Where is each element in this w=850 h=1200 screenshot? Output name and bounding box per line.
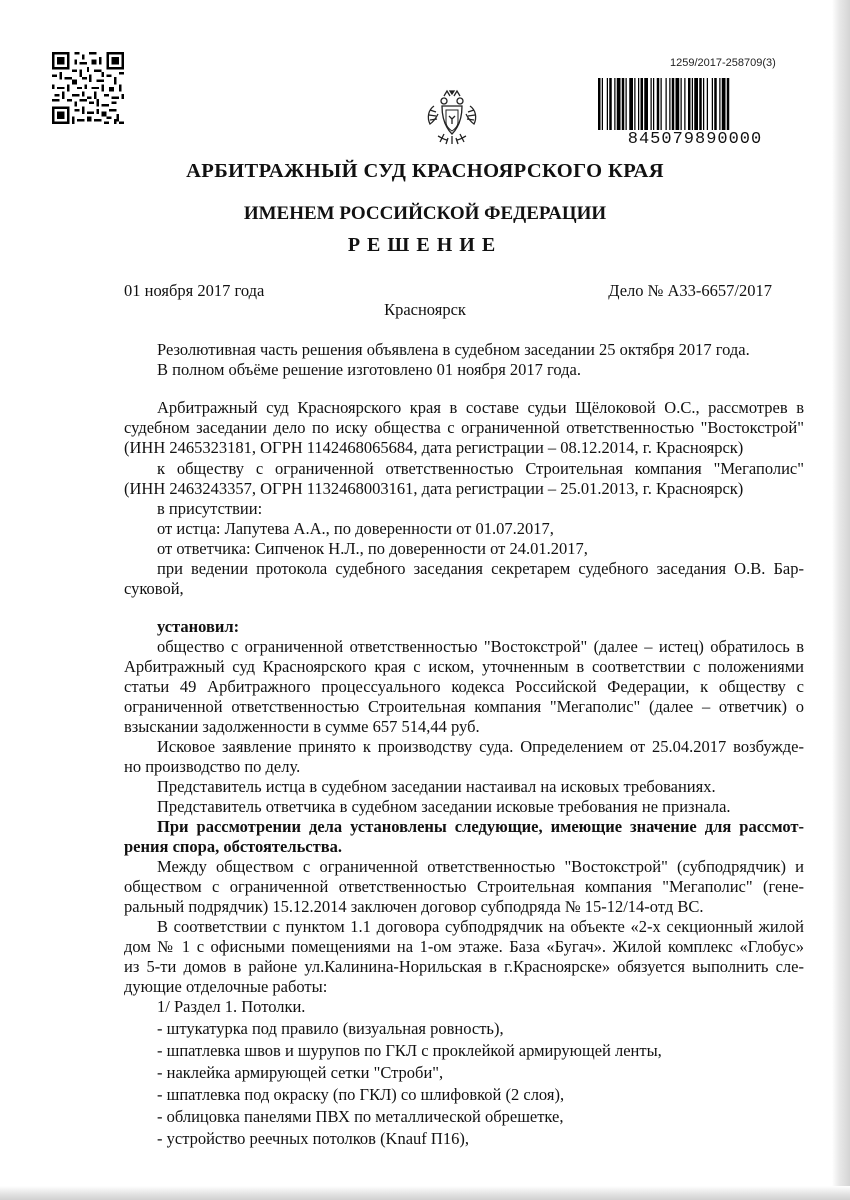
works-section-title: 1/ Раздел 1. Потолки. <box>157 997 306 1016</box>
established-p1-line-3: статьи 49 Арбитражного процессуального кодекса Российской Федерации, к обществу с <box>124 677 804 696</box>
intro-p2-line-2: (ИНН 2463243357, ОГРН 1132468003161, дата регистрации – 25.01.2013, г. Красноярск) <box>124 479 744 498</box>
works-list-item: - наклейка армирующей сетки "Строби", <box>157 1063 444 1082</box>
plaintiff-representative: от истца: Лапутева А.А., по доверенности от 01.07.2017, <box>157 519 554 538</box>
established-p2-line-2: но производство по делу. <box>124 757 301 776</box>
established-p6-line-1: Между обществом с ограниченной ответственностью "Востокстрой" (субподрядчик) и <box>157 857 804 876</box>
works-list-item: - штукатурка под правило (визуальная ровность), <box>157 1019 504 1038</box>
city: Красноярск <box>384 300 466 319</box>
established-p5-line-2: рения спора, обстоятельства. <box>124 837 343 856</box>
barcode <box>596 78 790 130</box>
established-p7-line-2: дом № 1 с офисными помещениями на 1-ом этаже. База «Бугач». Жилой комплекс «Глобус» <box>124 937 804 956</box>
established-p1-line-5: взыскании задолженности в сумме 657 514,44 руб. <box>124 717 480 736</box>
coat-of-arms-emblem <box>424 88 480 148</box>
secretary-line-2: суковой, <box>124 579 184 598</box>
established-p6-line-2: обществом с ограниченной ответственностью Строительная компания "Мегаполис" (гене- <box>124 877 804 896</box>
established-p3: Представитель истца в судебном заседании настаивал на исковых требованиях. <box>157 777 716 796</box>
works-list-item: - шпатлевка под окраску (по ГКЛ) со шлифовкой (2 слоя), <box>157 1085 565 1104</box>
qr-code <box>52 52 124 124</box>
decision-date: 01 ноября 2017 года <box>124 281 265 300</box>
defendant-representative: от ответчика: Сипченок Н.Л., по доверенности от 24.01.2017, <box>157 539 588 558</box>
established-p7-line-4: дующие отделочные работы: <box>124 977 328 996</box>
resolution-line-2: В полном объёме решение изготовлено 01 ноября 2017 года. <box>157 360 582 379</box>
established-p5-line-1: При рассмотрении дела установлены следующие, имеющие значение для рассмот- <box>157 817 804 836</box>
resolution-line-1: Резолютивная часть решения объявлена в судебном заседании 25 октября 2017 года. <box>157 340 750 359</box>
established-p1-line-1: общество с ограниченной ответственностью "Востокстрой" (далее – истец) обратилось в <box>157 637 804 656</box>
established-p4: Представитель ответчика в судебном заседании исковые требования не признала. <box>157 797 731 816</box>
established-p2-line-1: Исковое заявление принято к производству суда. Определением от 25.04.2017 возбужде- <box>157 737 804 756</box>
intro-p1-line-3: (ИНН 2465323181, ОГРН 1142468065684, дата регистрации – 08.12.2014, г. Красноярск) <box>124 438 744 457</box>
presence-label: в присутствии: <box>157 499 263 518</box>
decision-title: РЕШЕНИЕ <box>347 234 503 256</box>
page-edge-shadow <box>832 0 850 1200</box>
works-list-item: - шпатлевка швов и шурупов по ГКЛ с проклейкой армирующей ленты, <box>157 1041 662 1060</box>
court-title: АРБИТРАЖНЫЙ СУД КРАСНОЯРСКОГО КРАЯ <box>186 160 664 182</box>
intro-p1-line-1: Арбитражный суд Красноярского края в составе судьи Щёлоковой О.С., рассмотрев в <box>157 398 804 417</box>
case-number: Дело № А33-6657/2017 <box>608 281 772 300</box>
works-list-item: - облицовка панелями ПВХ по металлической обрешетке, <box>157 1107 564 1126</box>
established-p1-line-4: ограниченной ответственностью Строительная компания "Мегаполис" (далее – ответчик) о <box>124 697 804 716</box>
established-p7-line-3: из 5-ти домов в районе ул.Калинина-Норильская в г.Красноярске» обязуется выполнить сле- <box>124 957 804 976</box>
established-p7-line-1: В соответствии с пунктом 1.1 договора субподрядчик на объекте «2-х секционный жилой <box>157 917 804 936</box>
established-p1-line-2: Арбитражный суд Красноярского края с иском, уточненным в соответствии с положениями <box>124 657 804 676</box>
established-p6-line-3: ральный подрядчик) 15.12.2014 заключен договор субподряда № 15-12/14-отд ВС. <box>124 897 704 916</box>
federation-title: ИМЕНЕМ РОССИЙСКОЙ ФЕДЕРАЦИИ <box>243 203 607 224</box>
established-heading: установил: <box>157 617 240 636</box>
secretary-line-1: при ведении протокола судебного заседания секретарем судебного заседания О.В. Бар- <box>157 559 804 578</box>
page-bottom-shadow <box>0 1186 850 1200</box>
case-code: 1259/2017-258709(3) <box>670 57 776 69</box>
intro-p1-line-2: судебном заседании дело по иску общества с ограниченной ответственностью "Востокстрой" <box>124 418 804 437</box>
works-list-item: - устройство реечных потолков (Knauf П16), <box>157 1129 469 1148</box>
intro-p2-line-1: к обществу с ограниченной ответственностью Строительная компания "Мегаполис" <box>157 459 804 478</box>
barcode-number: 845079890000 <box>627 130 763 149</box>
